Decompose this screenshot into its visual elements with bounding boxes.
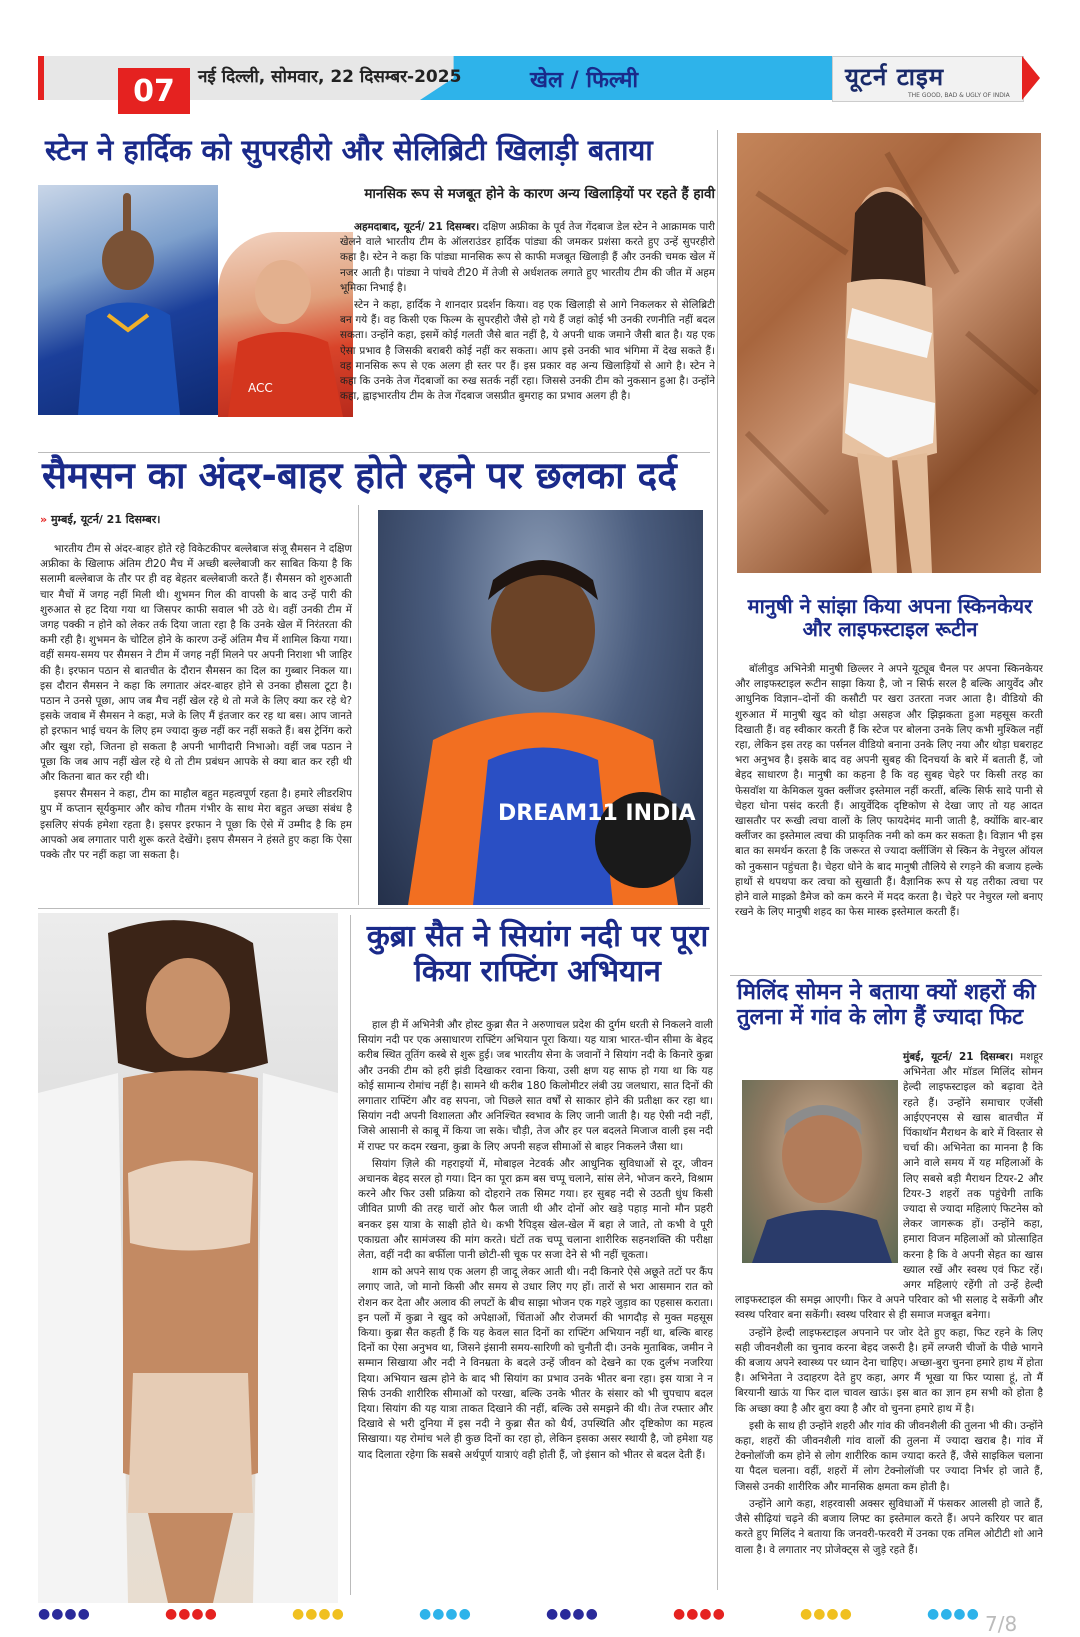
article4-paragraph: सियांग ज़िले की गहराइयों में, मोबाइल नेटवर्क और आधुनिक सुविधाओं से दूर, जीवन अचानक बेहद सरल हो गया। दिन का पूरा क्रम बस चप्पू चलाने, सांस लेने, भोजन करने, विश्राम करने और फिर उसी प्रक्रिया को दोहराने तक सिमट गया। हर सुबह नदी से उठती धुंध किसी जीवित प्राणी की तरह चारों ओर फैल जाती थी और दोनों ओर खड़े पहाड़ मानो मौन प्रहरी बनकर इस यात्रा के साक्षी होते थे। कभी रैपिड्स खेल-खेल में बहा ले जाते, तो कभी वे पूरी एकाग्रता और सामंजस्य की मांग करते। घंटों तक चप्पू चलाना शारीरिक सहनशक्ति की परीक्षा लेता, वहीं नदी का बर्फीला पानी छोटी-सी चूक पर सजा देने से भी नहीं चूकता। — [358, 1157, 713, 1262]
footer-color-marks: ●●●● — [165, 1606, 218, 1622]
article5-paragraph: इसी के साथ ही उन्होंने शहरी और गांव की जीवनशैली की तुलना भी की। उन्होंने कहा, शहरों की जीवनशैली गांव वालों की तुलना में ज्यादा खराब है। गांव में टेक्नोलॉजी कम होने से लोग शारीरिक काम ज्यादा करते हैं, जैसे साइकिल चलाना या पैदल चलना। वहीं, शहरों में लोग टेक्नोलॉजी पर ज्यादा निर्भर हो जाते हैं, जिससे उनकी शारीरिक और मानसिक क्षमता कम होती है। — [735, 1419, 1043, 1493]
article1-paragraph: स्टेन ने कहा, हार्दिक ने शानदार प्रदर्शन किया। वह एक खिलाड़ी से आगे निकलकर से सेलिब्रिटी बन गये हैं। वह किसी एक फिल्म के सुपरहीरो जैसे हो गये हैं जहां कोई भी उनकी रणनीति नहीं बदल सकता। उन्होंने कहा, इसमें कोई गलती जैसे बात नहीं है, ये अपनी धाक जमाने जैसी बात है। यह एक ऐसा प्रभाव है जिसकी बराबरी कोई नहीं कर सकता। आप इसे उनकी भाव भंगिमा में देख सकते हैं। वह मानसिक रूप से एक अलग ही स्तर पर हैं। इस प्रकार वह अन्य खिलाड़ियों से आगे है। स्टेन ने कहा कि उनके तेज गेंदबाजों का रुख सतर्क नहीं रहा। जिससे उनकी टीम को नुकसान हुआ है। उन्होंने कहा, ह्वाइभारतीय टीम के तेज गेंदबाज जसप्रीत बुमराह का प्रभाव अलग ही है। — [340, 299, 715, 403]
manushi-photo — [737, 133, 1041, 573]
article1-paragraph: दक्षिण अफ्रीका के पूर्व तेज गेंदबाज डेल स्टेन ने आक्रामक पारी खेलने वाले भारतीय टीम के ऑलराउंडर हार्दिक पांड्या की जमकर प्रशंसा करते हुए उन्हें सुपरहीरो कहा है। स्टेन ने कहा कि पांड्या मानसिक रूप से काफी मजबूत खिलाड़ी हैं और उनकी चमक खेल में नजर आती है। पांड्या ने पांचवे टी20 में तेजी से अर्धशतक लगाते हुए भारतीय टीम की जीत में अहम भूमिका निभाई है। — [340, 221, 715, 294]
footer-color-marks: ●●●● — [38, 1606, 91, 1622]
header-date: नई दिल्ली, सोमवार, 22 दिसम्बर-2025 — [198, 67, 462, 87]
article2-dateline: » मुम्बई, यूटर्न/ 21 दिसम्बर। — [40, 513, 161, 526]
footer-color-marks: ●●●● — [673, 1606, 726, 1622]
article2-dateline-text: मुम्बई, यूटर्न/ 21 दिसम्बर। — [50, 513, 161, 526]
article3-headline: मानुषी ने सांझा किया अपना स्किनकेयर और लाइफस्टाइल रूटीन — [747, 594, 1033, 641]
section-divider — [38, 908, 710, 909]
page-number: 07 — [118, 68, 190, 114]
article1-headline: स्टेन ने हार्दिक को सुपरहीरो और सेलिब्रिटी खिलाड़ी बताया — [45, 133, 653, 167]
column-divider — [358, 505, 359, 905]
article5-paragraph: उन्होंने हेल्दी लाइफस्टाइल अपनाने पर जोर देते हुए कहा, फिट रहने के लिए सही जीवनशैली का चुनाव करना बेहद जरूरी है। हमें लग्जरी चीजों के पीछे भागने की बजाय अपने स्वास्थ्य पर ध्यान देना चाहिए। अच्छा-बुरा चुनना हमारे हाथ में होता है। अभिनेता ने उदाहरण देते हुए कहा, अगर मैं भूखा या फिर प्यासा हूं, तो मैं बिरयानी खाऊं या फिर दाल चावल खाऊं। इस बात का ज्ञान हम सभी को होता है कि अच्छा क्या है और बुरा क्या है और वो चुनना हमारे हाथ में है। — [735, 1326, 1043, 1415]
header-section: खेल / फिल्मी — [530, 68, 639, 93]
brand-arrow-icon — [1022, 56, 1040, 100]
section-divider — [38, 452, 710, 453]
article5-dateline: मुंबई, यूटर्न/ 21 दिसम्बर। — [903, 1051, 1014, 1063]
article5-headline: मिलिंद सोमन ने बताया क्यों शहरों की तुलना में गांव के लोग हैं ज्यादा फिट — [737, 980, 1036, 1031]
article4-paragraph: हाल ही में अभिनेत्री और होस्ट कुब्रा सैत ने अरुणाचल प्रदेश की दुर्गम धरती से निकलने वाली सियांग नदी पर एक असाधारण राफ्टिंग अभियान पूरा किया। यह यात्रा भारत-चीन सीमा के बेहद करीब स्थित तूतिंग कस्बे से शुरू हुई। जब भारतीय सेना के जवानों ने सियांग नदी के किनारे कुब्रा और उनकी टीम को हरी झंडी दिखाकर रवाना किया, उसी क्षण यह साफ हो गया था कि यह कोई सामान्य रोमांच नहीं है। सामने थी करीब 180 किलोमीटर लंबी उग्र जलधारा, सात दिनों की लगातार राफ्टिंग और वह सपना, जो पिछले सात वर्षों से साकार होने की प्रतीक्षा कर रहा था। सियांग नदी अपनी विशालता और अनिश्चित स्वभाव के लिए जानी जाती है। यह ऐसी नदी नहीं, जिसे आसानी से काबू में किया जा सके। चौड़ी, तेज और हर पल बदलते मिजाज वाली इस नदी में राफ्ट पर कदम रखना, कुब्रा के लिए अपनी सहज सीमाओं से बाहर निकलने जैसा था। — [358, 1019, 713, 1153]
article1-subheadline: मानसिक रूप से मजबूत होने के कारण अन्य खिलाड़ियों पर रहते हैं हावी — [364, 186, 715, 202]
article2-paragraph: इसपर सैमसन ने कहा, टीम का माहौल बहुत महत्वपूर्ण रहता है। हमारे लीडरशिप ग्रुप में कप्तान सूर्यकुमार और कोच गौतम गंभीर के साथ मेरा बहुत अच्छा संबंध है इसलिए संपर्क हमेशा रहता है। इसपर इरफान ने पूछा कि ऐसे में उम्मीद है कि हम आपको अब लगातार पारी शुरू करते देखेंगे। इसप सैमसन ने हंसते हुए कहा कि ऐसा पक्के तौर पर नहीं कहा जा सकता है। — [40, 788, 352, 862]
samson-photo — [378, 510, 703, 905]
page-pager[interactable]: 7/8 — [985, 1612, 1018, 1636]
article2-paragraph: भारतीय टीम से अंदर-बाहर होते रहे विकेटकीपर बल्लेबाज संजू सैमसन ने दक्षिण अफ्रीका के खिलाफ अंतिम टी20 मैच में अच्छी बल्लेबाजी कर साबित किया है कि सलामी बल्लेबाज के तौर पर ही वह बेहतर बल्लेबाजी करते हैं। सैमसन को शुरुआती चार मैचों में जगह नहीं मिली थी। शुभमन गिल की वापसी के बाद उन्हें पारी की शुरुआत से हट दिया गया था जिसपर काफी सवाल भी उठे थे। वहीं उनकी टीम में जगह पक्की न होने को लेकर तर्क दिया जाता रहा है कि उनके खेल में निरंतरता की कमी रही है। शुभमन के चोटिल होने के कारण उन्हें अंतिम मैच में शामिल किया गया। वहीं समय-समय पर सैमसन ने टीम में जगह नहीं मिलने पर अपनी निराशा भी जाहिर की है। इरफान पठान से बातचीत के दौरान सैमसन का दिल का गुब्बार निकल या। इस दौरान सैमसन ने कहा कि लगातार अंदर-बाहर होने से उनका हौसला टूटा है। पठान ने उनसे पूछा, आप जब मैच नहीं खेल रहे थे तो मजे के लिए क्या कर रहे थे? इसके जवाब में सैमसन ने कहा, मजे के लिए मैं इंतजार कर रह था बस। आप जानते हो इरफान भाई चयन के लिए हम ज्यादा कुछ नहीं कर नहीं सकते हैं। बस ट्रेनिंग करो और खुश रहो, जितना हो सकता है अपनी भागीदारी निभाओ। वहीं जब पठान ने पूछा कि जब आप नहीं खेल रहे थे तो टीम प्रबंधन आपके से क्या बात कर रही थी और कितना बात कर रही थी। — [40, 543, 352, 784]
article4-headline: कुब्रा सैत ने सियांग नदी पर पूरा किया राफ्टिंग अभियान — [366, 919, 709, 989]
hardik-photo — [38, 185, 218, 415]
article3-paragraph: बॉलीवुड अभिनेत्री मानुषी छिल्लर ने अपने यूट्यूब चैनल पर अपना स्किनकेयर और लाइफस्टाइल रूटीन साझा किया है, जो न सिर्फ सरल है बल्कि आयुर्वेद और आधुनिक विज्ञान–दोनों की कसौटी पर खरा उतरता नजर आता है। वीडियो की शुरुआत में मानुषी खुद को थोड़ा असहज और झिझकता हुआ महसूस करती दिखाती हैं। वह स्वीकार करती हैं कि स्टेज पर बोलना उनके लिए कभी मुश्किल नहीं रहा, लेकिन इस तरह का पर्सनल वीडियो बनाना उनके लिए नया और थोड़ा घबराहट भरा अनुभव है। इसके बाद वह अपनी सुबह की दिनचर्या के बारे में बताती हैं, जो बेहद साधारण है। मानुषी का कहना है कि वह सुबह चेहरे पर किसी तरह का फेसवॉश या केमिकल युक्त क्लींजर इस्तेमाल नहीं करतीं, बल्कि सिर्फ सादे पानी से चेहरा धोना पसंद करती हैं। आयुर्वेदिक दृष्टिकोण से देखा जाए तो यह आदत खासतौर पर रूखी त्वचा वालों के लिए फायदेमंद मानी जाती है, क्योंकि बार-बार क्लींजर का इस्तेमाल त्वचा की प्राकृतिक नमी को कम कर सकता है। विज्ञान भी इस बात का समर्थन करता है कि जरूरत से ज्यादा क्लींजिंग से स्किन के नेचुरल ऑयल को नुकसान पहुंचता है। चेहरा धोने के बाद मानुषी तौलिये से रगड़ने की बजाय हल्के हाथों से थपथपा कर त्वचा को सुखाती हैं। वैज्ञानिक रूप से यह तरीका त्वचा पर होने वाले माइक्रो डैमेज को कम करने में मदद करता है। चेहरे पर नेचुरल ग्लो बनाए रखने के लिए मानुषी शहद का फेस मास्क इस्तेमाल करती हैं। — [735, 663, 1043, 919]
article5-paragraph: मशहूर अभिनेता और मॉडल मिलिंद सोमन हेल्दी लाइफस्टाइल को बढ़ावा देते रहते हैं। उन्होंने समाचार एजेंसी आईएएनएस से खास बातचीत में पिंकाथॉन मैराथन के बारे में विस्तार से चर्चा की। अभिनेता का मानना है कि आने वाले समय में यह महिलाओं के लिए सबसे बड़ी मैराथन टियर-2 और टियर-3 शहरों तक पहुंचेगी ताकि ज्यादा से ज्यादा महिलाएं फिटनेस को लेकर जागरूक हों। उन्होंने कहा, हमारा विजन महिलाओं को प्रोत्साहित करना है कि वे अपनी सेहत का खास ख्याल रखें और स्वस्थ एवं फिट रहें। अगर महिलाएं रहेंगी तो उन्हें हेल्दी लाइफस्टाइल की समझ आएगी। फिर वे अपने परिवार को भी सलाह दे सकेंगी और स्वस्थ परिवार बना सकेंगी। स्वस्थ परिवार से ही समाज मजबूत बनेगा। — [735, 1051, 1043, 1322]
kubbra-figure-icon — [38, 913, 338, 1603]
jersey-text: DREAM11 INDIA — [498, 801, 696, 826]
article5-paragraph: उन्होंने आगे कहा, शहरवासी अक्सर सुविधाओं में फंसकर आलसी हो जाते हैं, जैसे सीढ़ियां चढ़ने की बजाय लिफ्ट का इस्तेमाल करते हैं। अपने करियर पर बात करते हुए मिलिंद ने बताया कि जनवरी-फरवरी में उनका एक तमिल ओटीटी शो आने वाला है। वे लगातार नए प्रोजेक्ट्स से जुड़े रहते हैं। — [735, 1497, 1043, 1556]
manushi-figure-icon — [737, 133, 1041, 573]
article2-body — [40, 542, 352, 902]
article1-dateline: अहमदाबाद, यूटर्न/ 21 दिसम्बर। — [354, 221, 480, 233]
header-red-strip — [38, 56, 44, 100]
footer-color-marks: ●●●● — [927, 1606, 980, 1622]
column-divider — [717, 130, 718, 1590]
samson-figure-icon — [378, 510, 703, 905]
article4-paragraph: शाम को अपने साथ एक अलग ही जादू लेकर आती थी। नदी किनारे ऐसे अछूते तटों पर कैंप लगाए जाते, जो मानो किसी और समय से उधार लिए गए हों। तारों से भरा आसमान रात को रोशन कर देता और अलाव की लपटों के बीच साझा भोजन एक गहरे जुड़ाव का एहसास कराता। इन पलों में कुब्रा ने खुद को अपेक्षाओं, चिंताओं और रोजमर्रा की भागदौड़ से मुक्त महसूस किया। कुब्रा सैत कहती हैं कि यह केवल सात दिनों का राफ्टिंग अभियान नहीं था, बल्कि बारह दिनों का ऐसा अनुभव था, जिसने इंसानी समय-सारिणी को चुनौती दी। उनके मुताबिक, जमीन ने सम्मान सिखाया और नदी ने विनम्रता के बदले उन्हें जीवन को देखने का एक दुर्लभ नजरिया दिया। अभियान खत्म होने के बाद भी सियांग का प्रभाव उनके भीतर बना रहा। इस यात्रा ने न सिर्फ उनकी शारीरिक सीमाओं को परखा, बल्कि उनके भीतर के संसार को भी चुपचाप बदल दिया। सियांग की यह यात्रा ताकत दिखाने की नहीं, बल्कि उसे समझने की थी। तेज रफ्तार और दिखावे से भरी दुनिया में इस नदी ने कुब्रा सैत को धैर्य, उपस्थिति और दृष्टिकोण का महत्व सिखाया। यह रोमांच भले ही कुछ दिनों का रहा हो, लेकिन इसका असर स्थायी है, जो हमेशा यह याद दिलाता रहेगा कि सबसे अर्थपूर्ण यात्राएं वही होती हैं, जो इंसान को भीतर से बदल देती हैं। — [358, 1266, 713, 1461]
svg-text:ACC: ACC — [248, 381, 273, 395]
article1-body — [340, 220, 715, 448]
article2-headline: सैमसन का अंदर-बाहर होते रहने पर छलका दर्द — [42, 454, 677, 497]
hardik-figure-icon — [38, 185, 218, 415]
section-divider — [730, 975, 1042, 976]
footer-color-marks: ●●●● — [546, 1606, 599, 1622]
footer-color-marks: ●●●● — [800, 1606, 853, 1622]
column-divider — [350, 915, 351, 1595]
footer-color-marks: ●●●● — [292, 1606, 345, 1622]
brand-logo: यूटर्न टाइम — [845, 63, 945, 91]
kubbra-photo — [38, 913, 338, 1603]
steyn-figure-icon — [218, 232, 353, 417]
steyn-photo — [218, 232, 353, 417]
article3-body — [735, 662, 1043, 972]
article4-body — [358, 1018, 713, 1600]
footer-color-marks: ●●●● — [419, 1606, 472, 1622]
article5-body — [735, 1050, 1043, 1598]
brand-tagline: THE GOOD, BAD & UGLY OF INDIA — [908, 92, 1010, 99]
